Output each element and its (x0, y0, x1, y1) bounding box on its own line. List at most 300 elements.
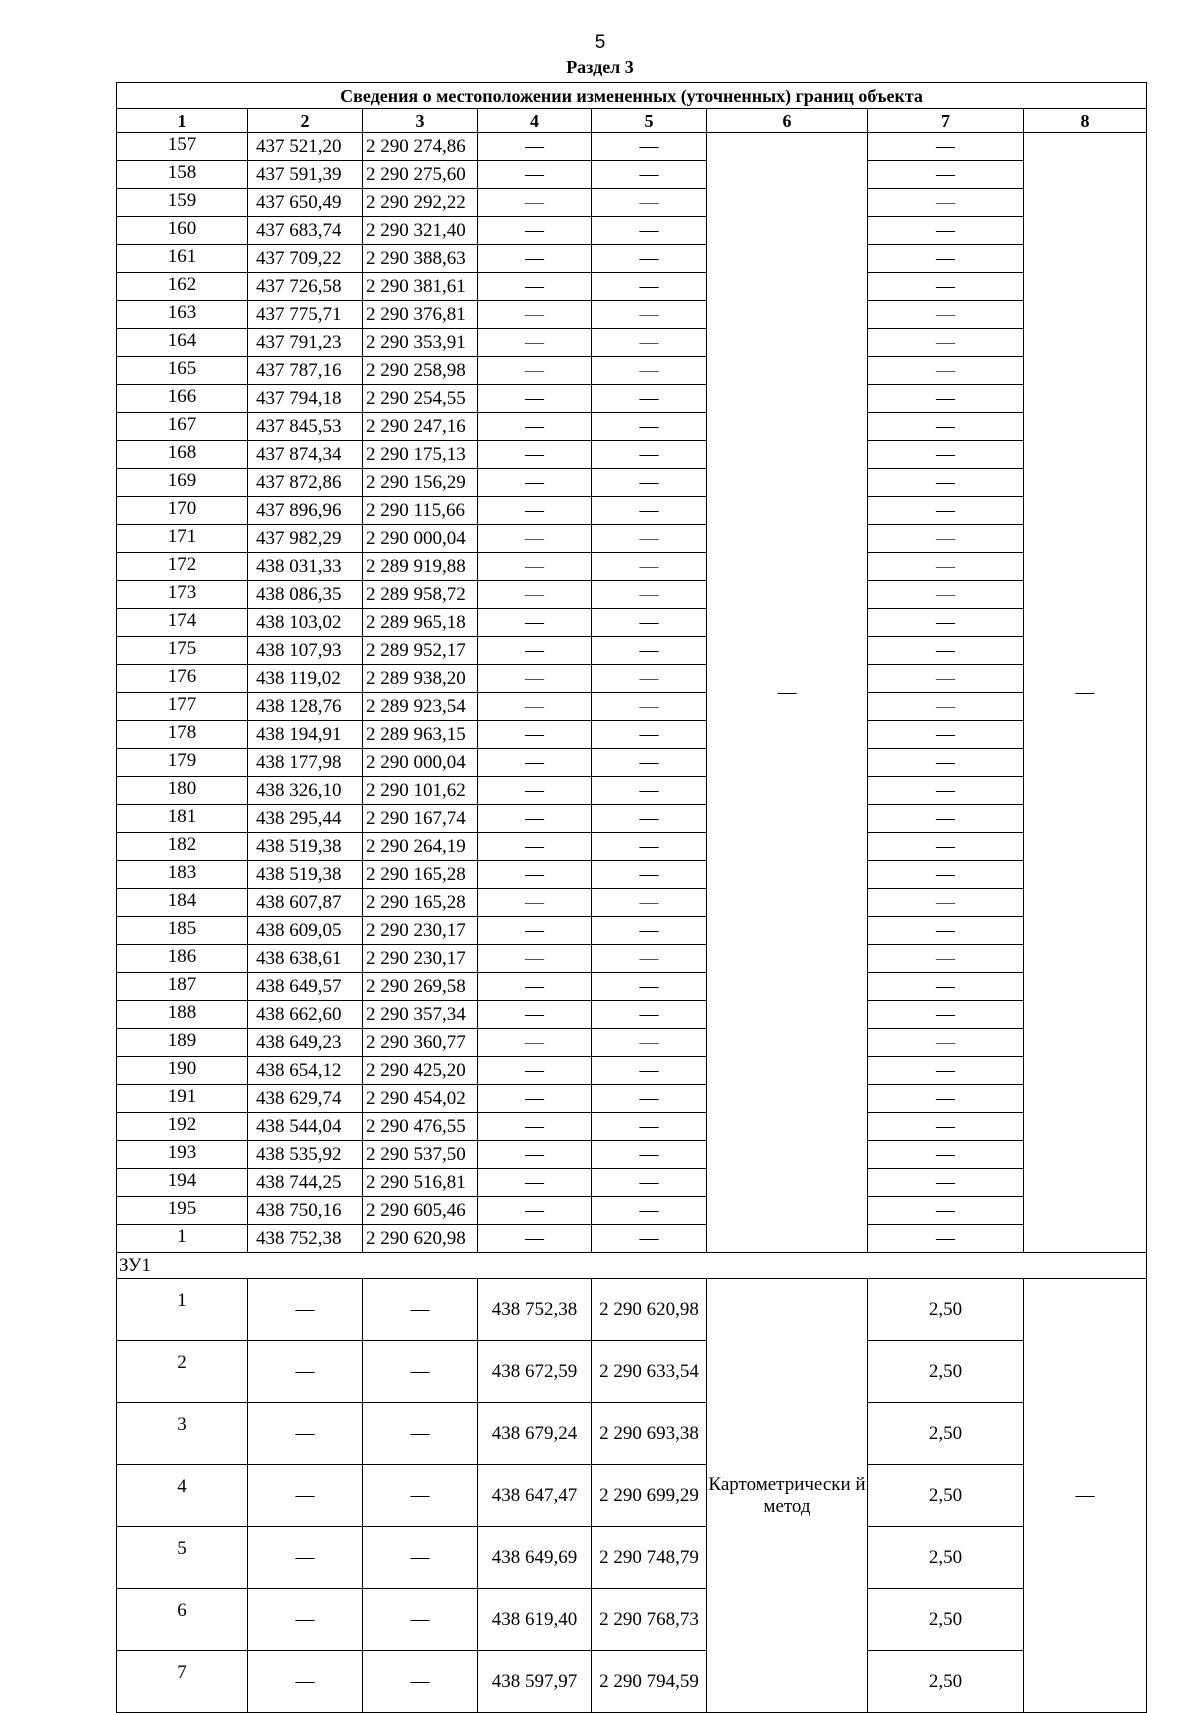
x-coordinate: 437 683,74 (248, 217, 363, 245)
table-row (117, 1589, 1147, 1651)
x-coordinate: 437 896,96 (248, 497, 363, 525)
col7-dash: — (868, 525, 1024, 553)
column-number-header: 1 (117, 109, 248, 133)
col4-dash: — (478, 245, 592, 273)
point-number: 171 (117, 525, 248, 553)
y-coordinate: 2 290 258,98 (363, 357, 478, 385)
col5-dash: — (592, 1085, 707, 1113)
col4-dash: — (478, 721, 592, 749)
table-row (117, 161, 1147, 189)
y-coordinate: 2 289 919,88 (363, 553, 478, 581)
column-number-header: 2 (248, 109, 363, 133)
x-coordinate: 438 752,38 (478, 1279, 592, 1341)
y-coordinate: 2 290 269,58 (363, 973, 478, 1001)
col5-dash: — (592, 749, 707, 777)
x-coordinate: 438 649,23 (248, 1029, 363, 1057)
x-coordinate: 437 591,39 (248, 161, 363, 189)
col7-dash: — (868, 245, 1024, 273)
point-number: 195 (117, 1197, 248, 1225)
col4-dash: — (478, 609, 592, 637)
col4-dash: — (478, 693, 592, 721)
x-coordinate: 438 752,38 (248, 1225, 363, 1253)
x-coordinate: 438 672,59 (478, 1341, 592, 1403)
col4-dash: — (478, 189, 592, 217)
point-number: 178 (117, 721, 248, 749)
point-number: 189 (117, 1029, 248, 1057)
col4-dash: — (478, 637, 592, 665)
y-coordinate: 2 290 292,22 (363, 189, 478, 217)
point-number: 181 (117, 805, 248, 833)
boundary-table (116, 82, 1147, 1713)
table-row (117, 581, 1147, 609)
table-row (117, 1225, 1147, 1253)
table-row (117, 553, 1147, 581)
col5-dash: — (592, 217, 707, 245)
col5-dash: — (592, 1225, 707, 1253)
col5-dash: — (592, 357, 707, 385)
y-coordinate: 2 290 537,50 (363, 1141, 478, 1169)
y-coordinate: 2 289 963,15 (363, 721, 478, 749)
col7-dash: — (868, 329, 1024, 357)
col5-dash: — (592, 945, 707, 973)
x-coordinate: 438 086,35 (248, 581, 363, 609)
x-coordinate: 438 654,12 (248, 1057, 363, 1085)
x-coordinate: 438 744,25 (248, 1169, 363, 1197)
col7-dash: — (868, 469, 1024, 497)
y-coordinate: 2 290 425,20 (363, 1057, 478, 1085)
table-row (117, 1057, 1147, 1085)
y-coordinate: 2 290 633,54 (592, 1341, 707, 1403)
col2-dash: — (248, 1651, 363, 1713)
x-coordinate: 438 609,05 (248, 917, 363, 945)
col3-dash: — (363, 1589, 478, 1651)
y-coordinate: 2 289 965,18 (363, 609, 478, 637)
col5-dash: — (592, 581, 707, 609)
y-coordinate: 2 289 958,72 (363, 581, 478, 609)
y-coordinate: 2 290 167,74 (363, 805, 478, 833)
col4-dash: — (478, 553, 592, 581)
y-coordinate: 2 290 000,04 (363, 525, 478, 553)
col4-dash: — (478, 1141, 592, 1169)
col5-dash: — (592, 973, 707, 1001)
col4-dash: — (478, 441, 592, 469)
point-number: 182 (117, 833, 248, 861)
y-coordinate: 2 290 247,16 (363, 413, 478, 441)
method-cell: Картометрически й метод (707, 1279, 868, 1713)
table-row (117, 1341, 1147, 1403)
x-coordinate: 437 845,53 (248, 413, 363, 441)
table-row (117, 525, 1147, 553)
col5-dash: — (592, 609, 707, 637)
col7-dash: — (868, 1169, 1024, 1197)
col4-dash: — (478, 469, 592, 497)
y-coordinate: 2 290 357,34 (363, 1001, 478, 1029)
accuracy-value: 2,50 (868, 1279, 1024, 1341)
col5-dash: — (592, 1197, 707, 1225)
col4-dash: — (478, 973, 592, 1001)
col5-dash: — (592, 497, 707, 525)
point-number: 180 (117, 777, 248, 805)
column-number-header: 3 (363, 109, 478, 133)
x-coordinate: 438 177,98 (248, 749, 363, 777)
col3-dash: — (363, 1403, 478, 1465)
x-coordinate: 438 544,04 (248, 1113, 363, 1141)
col4-dash: — (478, 581, 592, 609)
x-coordinate: 438 649,69 (478, 1527, 592, 1589)
x-coordinate: 438 679,24 (478, 1403, 592, 1465)
y-coordinate: 2 290 115,66 (363, 497, 478, 525)
x-coordinate: 438 647,47 (478, 1465, 592, 1527)
y-coordinate: 2 290 748,79 (592, 1527, 707, 1589)
y-coordinate: 2 289 952,17 (363, 637, 478, 665)
col7-dash: — (868, 441, 1024, 469)
y-coordinate: 2 290 699,29 (592, 1465, 707, 1527)
col7-dash: — (868, 189, 1024, 217)
col7-dash: — (868, 133, 1024, 161)
col7-dash: — (868, 161, 1024, 189)
table-row (117, 497, 1147, 525)
point-number: 187 (117, 973, 248, 1001)
point-number: 160 (117, 217, 248, 245)
col7-dash: — (868, 749, 1024, 777)
accuracy-value: 2,50 (868, 1651, 1024, 1713)
col4-dash: — (478, 525, 592, 553)
col5-dash: — (592, 133, 707, 161)
col4-dash: — (478, 1057, 592, 1085)
col5-dash: — (592, 861, 707, 889)
table-row (117, 189, 1147, 217)
col7-dash: — (868, 805, 1024, 833)
table-row (117, 1527, 1147, 1589)
table-row (117, 637, 1147, 665)
col5-dash: — (592, 189, 707, 217)
col3-dash: — (363, 1527, 478, 1589)
col5-dash: — (592, 273, 707, 301)
col5-dash: — (592, 553, 707, 581)
y-coordinate: 2 290 768,73 (592, 1589, 707, 1651)
point-number: 184 (117, 889, 248, 917)
y-coordinate: 2 290 230,17 (363, 917, 478, 945)
y-coordinate: 2 290 353,91 (363, 329, 478, 357)
col7-dash: — (868, 833, 1024, 861)
table-row (117, 861, 1147, 889)
table-row (117, 301, 1147, 329)
col7-dash: — (868, 609, 1024, 637)
point-number: 2 (117, 1341, 248, 1403)
table-row (117, 1169, 1147, 1197)
table-row (117, 329, 1147, 357)
x-coordinate: 438 597,97 (478, 1651, 592, 1713)
col2-dash: — (248, 1465, 363, 1527)
table-row (117, 1085, 1147, 1113)
x-coordinate: 438 128,76 (248, 693, 363, 721)
col4-dash: — (478, 133, 592, 161)
point-number: 190 (117, 1057, 248, 1085)
table-row (117, 749, 1147, 777)
point-number: 4 (117, 1465, 248, 1527)
col5-dash: — (592, 329, 707, 357)
point-number: 193 (117, 1141, 248, 1169)
y-coordinate: 2 290 794,59 (592, 1651, 707, 1713)
col5-dash: — (592, 301, 707, 329)
y-coordinate: 2 290 388,63 (363, 245, 478, 273)
col2-dash: — (248, 1279, 363, 1341)
col5-dash: — (592, 805, 707, 833)
col4-dash: — (478, 357, 592, 385)
col7-dash: — (868, 1057, 1024, 1085)
x-coordinate: 437 787,16 (248, 357, 363, 385)
table-row (117, 1279, 1147, 1341)
col5-dash: — (592, 889, 707, 917)
col4-dash: — (478, 1113, 592, 1141)
col5-dash: — (592, 413, 707, 441)
y-coordinate: 2 290 275,60 (363, 161, 478, 189)
section-title: Раздел 3 (566, 57, 634, 77)
y-coordinate: 2 290 230,17 (363, 945, 478, 973)
col7-dash: — (868, 1197, 1024, 1225)
col4-dash: — (478, 861, 592, 889)
point-number: 1 (117, 1279, 248, 1341)
x-coordinate: 438 519,38 (248, 833, 363, 861)
col4-dash: — (478, 1001, 592, 1029)
col7-dash: — (868, 973, 1024, 1001)
table-row (117, 805, 1147, 833)
col5-dash: — (592, 245, 707, 273)
col4-dash: — (478, 1225, 592, 1253)
col5-dash: — (592, 1057, 707, 1085)
point-number: 169 (117, 469, 248, 497)
column-number-header: 5 (592, 109, 707, 133)
col4-dash: — (478, 777, 592, 805)
point-number: 186 (117, 945, 248, 973)
col7-dash: — (868, 497, 1024, 525)
col5-dash: — (592, 525, 707, 553)
col4-dash: — (478, 413, 592, 441)
table-row (117, 693, 1147, 721)
table-row (117, 721, 1147, 749)
table-row (117, 413, 1147, 441)
col7-dash: — (868, 413, 1024, 441)
col2-dash: — (248, 1341, 363, 1403)
col5-dash: — (592, 917, 707, 945)
point-number: 183 (117, 861, 248, 889)
col4-dash: — (478, 329, 592, 357)
col4-dash: — (478, 833, 592, 861)
col2-dash: — (248, 1403, 363, 1465)
x-coordinate: 438 194,91 (248, 721, 363, 749)
col7-dash: — (868, 1113, 1024, 1141)
point-number: 165 (117, 357, 248, 385)
point-number: 161 (117, 245, 248, 273)
col5-dash: — (592, 777, 707, 805)
table-caption: Сведения о местоположении измененных (уточненных) границ объекта (117, 83, 1147, 109)
col4-dash: — (478, 749, 592, 777)
point-number: 174 (117, 609, 248, 637)
col5-dash: — (592, 385, 707, 413)
y-coordinate: 2 290 620,98 (592, 1279, 707, 1341)
y-coordinate: 2 290 165,28 (363, 889, 478, 917)
point-number: 175 (117, 637, 248, 665)
x-coordinate: 438 638,61 (248, 945, 363, 973)
x-coordinate: 437 872,86 (248, 469, 363, 497)
y-coordinate: 2 290 476,55 (363, 1113, 478, 1141)
accuracy-value: 2,50 (868, 1589, 1024, 1651)
col4-dash: — (478, 1169, 592, 1197)
y-coordinate: 2 290 165,28 (363, 861, 478, 889)
col7-dash: — (868, 301, 1024, 329)
col7-dash: — (868, 581, 1024, 609)
table-row (117, 217, 1147, 245)
y-coordinate: 2 289 923,54 (363, 693, 478, 721)
point-number: 166 (117, 385, 248, 413)
col7-dash: — (868, 357, 1024, 385)
x-coordinate: 438 031,33 (248, 553, 363, 581)
col4-dash: — (478, 665, 592, 693)
x-coordinate: 438 535,92 (248, 1141, 363, 1169)
x-coordinate: 437 650,49 (248, 189, 363, 217)
point-number: 185 (117, 917, 248, 945)
y-coordinate: 2 290 360,77 (363, 1029, 478, 1057)
y-coordinate: 2 290 381,61 (363, 273, 478, 301)
point-number: 1 (117, 1225, 248, 1253)
point-number: 159 (117, 189, 248, 217)
col7-dash: — (868, 1001, 1024, 1029)
table-row (117, 889, 1147, 917)
x-coordinate: 438 750,16 (248, 1197, 363, 1225)
col5-dash: — (592, 833, 707, 861)
accuracy-value: 2,50 (868, 1341, 1024, 1403)
col8-merged-dash: — (1024, 133, 1147, 1253)
y-coordinate: 2 290 454,02 (363, 1085, 478, 1113)
x-coordinate: 438 607,87 (248, 889, 363, 917)
y-coordinate: 2 290 264,19 (363, 833, 478, 861)
table-row (117, 945, 1147, 973)
x-coordinate: 438 649,57 (248, 973, 363, 1001)
y-coordinate: 2 290 605,46 (363, 1197, 478, 1225)
x-coordinate: 438 662,60 (248, 1001, 363, 1029)
x-coordinate: 438 107,93 (248, 637, 363, 665)
col4-dash: — (478, 1029, 592, 1057)
y-coordinate: 2 290 693,38 (592, 1403, 707, 1465)
col4-dash: — (478, 945, 592, 973)
x-coordinate: 437 791,23 (248, 329, 363, 357)
col5-dash: — (592, 161, 707, 189)
y-coordinate: 2 290 101,62 (363, 777, 478, 805)
table-row (117, 245, 1147, 273)
table-row (117, 1403, 1147, 1465)
col3-dash: — (363, 1651, 478, 1713)
column-number-header: 4 (478, 109, 592, 133)
col7-dash: — (868, 889, 1024, 917)
col6-merged-dash: — (707, 133, 868, 1253)
page-number: 5 (594, 32, 606, 53)
table-row (117, 1113, 1147, 1141)
y-coordinate: 2 290 156,29 (363, 469, 478, 497)
col2-dash: — (248, 1589, 363, 1651)
x-coordinate: 438 326,10 (248, 777, 363, 805)
col5-dash: — (592, 721, 707, 749)
point-number: 5 (117, 1527, 248, 1589)
zone-label: ЗУ1 (117, 1253, 1147, 1279)
table-row (117, 133, 1147, 161)
col5-dash: — (592, 469, 707, 497)
point-number: 177 (117, 693, 248, 721)
col4-dash: — (478, 1197, 592, 1225)
zone-row (117, 1253, 1147, 1279)
point-number: 162 (117, 273, 248, 301)
col7-dash: — (868, 721, 1024, 749)
point-number: 7 (117, 1651, 248, 1713)
table-row (117, 777, 1147, 805)
accuracy-value: 2,50 (868, 1527, 1024, 1589)
table-row (117, 441, 1147, 469)
table-row (117, 1141, 1147, 1169)
x-coordinate: 437 874,34 (248, 441, 363, 469)
col2-dash: — (248, 1527, 363, 1589)
x-coordinate: 438 119,02 (248, 665, 363, 693)
table-row (117, 973, 1147, 1001)
y-coordinate: 2 289 938,20 (363, 665, 478, 693)
table-row (117, 357, 1147, 385)
x-coordinate: 437 775,71 (248, 301, 363, 329)
accuracy-value: 2,50 (868, 1465, 1024, 1527)
col7-dash: — (868, 1085, 1024, 1113)
table-row (117, 1029, 1147, 1057)
col4-dash: — (478, 273, 592, 301)
col5-dash: — (592, 1029, 707, 1057)
table-row (117, 1651, 1147, 1713)
col7-dash: — (868, 917, 1024, 945)
y-coordinate: 2 290 376,81 (363, 301, 478, 329)
x-coordinate: 437 521,20 (248, 133, 363, 161)
y-coordinate: 2 290 620,98 (363, 1225, 478, 1253)
table-row (117, 609, 1147, 637)
col7-dash: — (868, 553, 1024, 581)
col3-dash: — (363, 1341, 478, 1403)
col8-merged-dash: — (1024, 1279, 1147, 1713)
table-row (117, 1197, 1147, 1225)
point-number: 167 (117, 413, 248, 441)
col3-dash: — (363, 1465, 478, 1527)
col4-dash: — (478, 497, 592, 525)
col3-dash: — (363, 1279, 478, 1341)
x-coordinate: 438 629,74 (248, 1085, 363, 1113)
point-number: 170 (117, 497, 248, 525)
point-number: 168 (117, 441, 248, 469)
y-coordinate: 2 290 274,86 (363, 133, 478, 161)
col7-dash: — (868, 861, 1024, 889)
x-coordinate: 438 519,38 (248, 861, 363, 889)
point-number: 3 (117, 1403, 248, 1465)
accuracy-value: 2,50 (868, 1403, 1024, 1465)
point-number: 192 (117, 1113, 248, 1141)
y-coordinate: 2 290 000,04 (363, 749, 478, 777)
point-number: 6 (117, 1589, 248, 1651)
col5-dash: — (592, 693, 707, 721)
col4-dash: — (478, 917, 592, 945)
y-coordinate: 2 290 321,40 (363, 217, 478, 245)
x-coordinate: 438 295,44 (248, 805, 363, 833)
x-coordinate: 438 619,40 (478, 1589, 592, 1651)
y-coordinate: 2 290 254,55 (363, 385, 478, 413)
table-row (117, 665, 1147, 693)
col4-dash: — (478, 805, 592, 833)
col4-dash: — (478, 889, 592, 917)
col7-dash: — (868, 665, 1024, 693)
table-row (117, 385, 1147, 413)
col7-dash: — (868, 385, 1024, 413)
col7-dash: — (868, 693, 1024, 721)
